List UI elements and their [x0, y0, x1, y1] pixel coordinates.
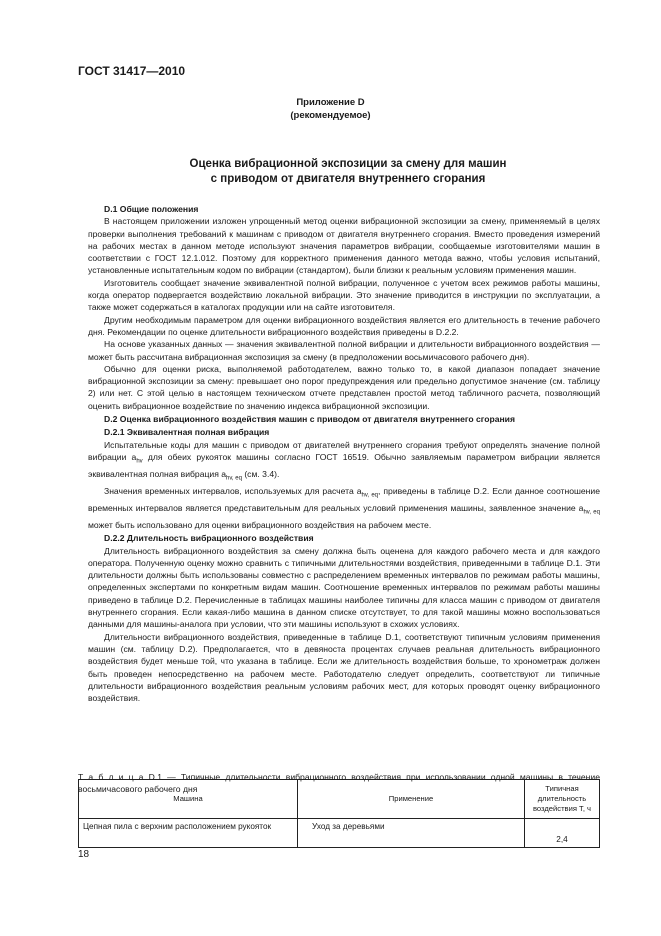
paragraph: Значения временных интервалов, используемых для расчета $a_{hv, eq}$, приведены в таблице D.2. Если данное соотношение временных интервалов является представительным для реальных условий применения машины, заявленное значение $a_{hv, eq}$ может быть использовано для оценки вибрационного воздействия на рабочем месте. — [88, 485, 600, 530]
annex-status: (рекомендуемое) — [290, 110, 371, 121]
paragraph: В настоящем приложении изложен упрощенный метод оценки вибрационной экспозиции за смену, применяемый в целях проверки выполнения требований к машинам с приводом от двигателя внутреннего сгорания. Вместо проведения измерений на рабочих местах в данном методе используют значения параметров вибрации, сообщаемые изготовителями машин в соответствии с ГОСТ 12.1.012. Поэтому для корректного применения данного метода важно, чтобы условия испытаний, установленные испытательным кодом по вибрации (стандартом), были близки к реальным условиям применения машин. — [88, 216, 600, 276]
annex-title-line1: Оценка вибрационной экспозиции за смену для машин — [189, 158, 507, 170]
annex-title-line2: с приводом от двигателя внутреннего сгорания — [210, 173, 486, 185]
annex-heading — [0, 96, 661, 122]
standard-header: ГОСТ 31417—2010 — [78, 64, 186, 78]
section-heading-d1: D.1 Общие положения — [104, 204, 199, 214]
column-header-application: Применение — [298, 780, 525, 819]
paragraph: Изготовитель сообщает значение эквивалентной полной вибрации, полученное с учетом всех режимов работы машины, когда оператор подвергается воздействию локальной вибрации. Это значение приводится в инструкции по эксплуатации, а также может содержаться в каталогах продукции или на сайте изготовителя. — [88, 277, 600, 313]
section-heading-d22: D.2.2 Длительность вибрационного воздействия — [104, 533, 314, 544]
annex-title — [0, 157, 661, 187]
column-header-machine: Машина — [79, 780, 298, 819]
column-header-duration: Типичная длительность воздействия T, ч — [525, 780, 600, 819]
page-number: 18 — [78, 849, 90, 860]
section-heading-d21: D.2.1 Эквивалентная полная вибрация — [104, 427, 270, 438]
paragraph: Длительность вибрационного воздействия за смену должна быть оценена для каждого рабочего места и для каждого оператора. Полученную оценку можно сравнить с типичными длительностями воздействия, приведенными в таблице D.1. Эти длительности должны быть использованы совместно с распределением временных интервалов по режимам работы машины, определенных экспертами по конкретным видам машин. Соотношение временных интервалов по режимам работы машины приведено в таблице D.2. Перечисленные в таблицах машины наиболее типичны для класса машин с приводом от двигателя внутреннего сгорания. Если какая-либо машина в данном списке отсутствует, то для такой машины можно воспользоваться данными для машины-аналога при условии, что эти машины используют в схожих условиях. — [88, 545, 600, 630]
table-cell-application: Уход за деревьями — [298, 819, 525, 848]
paragraph: Обычно для оценки риска, выполняемой работодателем, важно только то, в какой диапазон попадает значение вибрационной экспозиции за смену: превышает оно порог предупреждения или предельно допустимое значение (см. таблицу 2) или нет. С этой целью в настоящем техническом отчете представлен простой метод табличного расчета, позволяющий оценить вибрационное воздействие по значению индекса вибрационной экспозиции. — [88, 363, 600, 411]
table-header-row — [79, 780, 600, 819]
table-row — [79, 819, 600, 848]
table-d1 — [78, 779, 600, 848]
body-text — [88, 203, 600, 704]
table-cell-machine: Цепная пила с верхним расположением рукояток — [79, 819, 298, 848]
paragraph: Длительности вибрационного воздействия, приведенные в таблице D.1, соответствуют типичным условиям применения машин (см. таблицу D.2). Предполагается, что в девяноста процентах случаев реальная длительность вибрационного воздействия будет меньше той, что указана в таблице. Если же длительность воздействия больше, то хронометраж должен быть проведен непосредственно на рабочем месте. Работодателю следует определить, соответствуют ли типичные длительности вибрационного воздействия реальным условиям рабочих мест, для которых проводят оценку вибрационного воздействия. — [88, 631, 600, 704]
table-caption: Т а б л и ц а D.1 — Типичные длительности вибрационного воздействия при использовании одной машины в течение восьмичасового рабочего дня — [78, 772, 600, 794]
paragraph: На основе указанных данных — значения эквивалентной полной вибрации и длительности вибрационного воздействия — может быть рассчитана вибрационная экспозиция за смену (в предположении восьмичасового рабочего дня). — [88, 339, 600, 362]
paragraph: Другим необходимым параметром для оценки вибрационного воздействия является его длительность в течение рабочего дня. Рекомендации по оценке длительности вибрационного воздействия приведены в D.2.2. — [88, 314, 600, 337]
section-heading-d2: D.2 Оценка вибрационного воздействия машин с приводом от двигателя внутреннего сгорания — [104, 414, 515, 425]
paragraph: Испытательные коды для машин с приводом от двигателей внутреннего сгорания требуют определять значение полной вибрации $a_{hv}$ для обеих рукояток машины согласно ГОСТ 16519. Обычно заявляемым параметром вибрации является эквивалентная полная вибрация $a_{hv, eq}$ (см. 3.4). — [88, 439, 600, 482]
annex-label: Приложение D — [296, 97, 365, 108]
table-cell-duration: 2,4 — [525, 819, 600, 848]
